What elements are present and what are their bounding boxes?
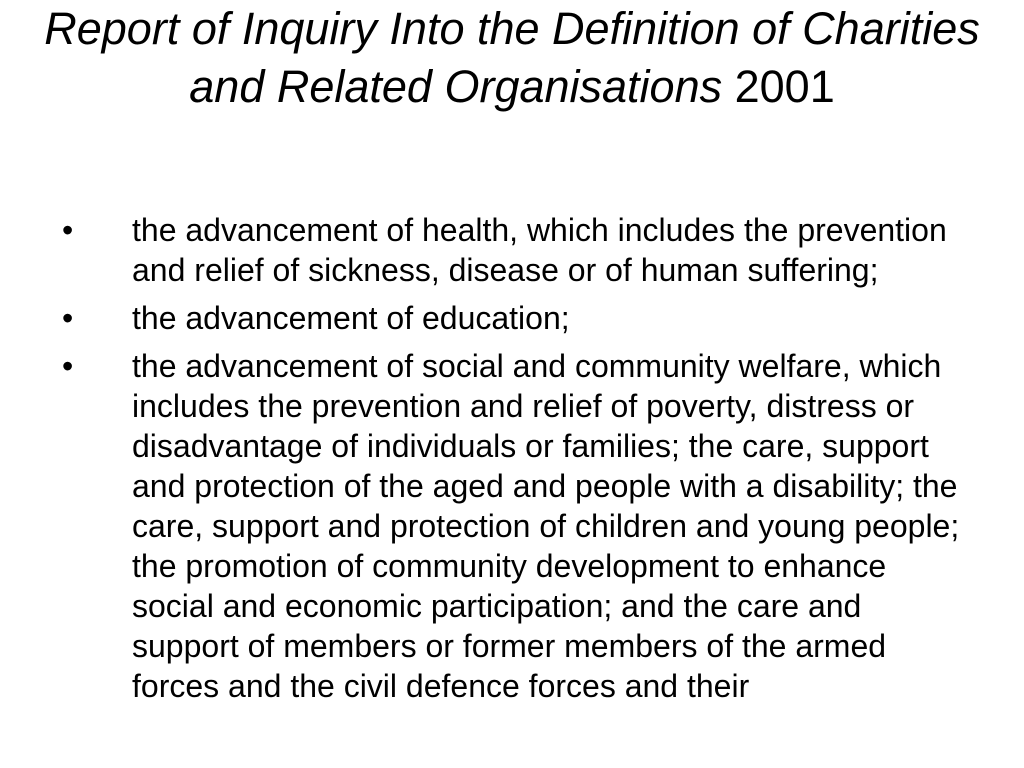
bullet-marker: • <box>62 348 74 384</box>
bullet-item <box>0 346 1024 706</box>
bullet-item <box>0 298 1024 338</box>
bullet-item <box>0 210 1024 290</box>
bullet-text: the advancement of social and community welfare, which includes the prevention and relief of poverty, distress or disadvantage of individuals or families; the care, support and protection of the aged and people with a disability; the care, support and protection of children and young people; the promotion of community development to enhance social and economic participation; and the care and support of members or former members of the armed forces and the civil defence forces and their <box>132 348 960 704</box>
bullet-list <box>0 210 1024 714</box>
bullet-text: the advancement of education; <box>132 300 570 336</box>
slide-title-text: Report of Inquiry Into the Definition of Charities and Related Organisations <box>44 3 980 112</box>
bullet-marker: • <box>62 212 74 248</box>
slide-title <box>40 0 984 116</box>
slide-title-year: 2001 <box>734 61 835 112</box>
bullet-marker: • <box>62 300 74 336</box>
bullet-text: the advancement of health, which includes the prevention and relief of sickness, disease or of human suffering; <box>132 212 947 288</box>
